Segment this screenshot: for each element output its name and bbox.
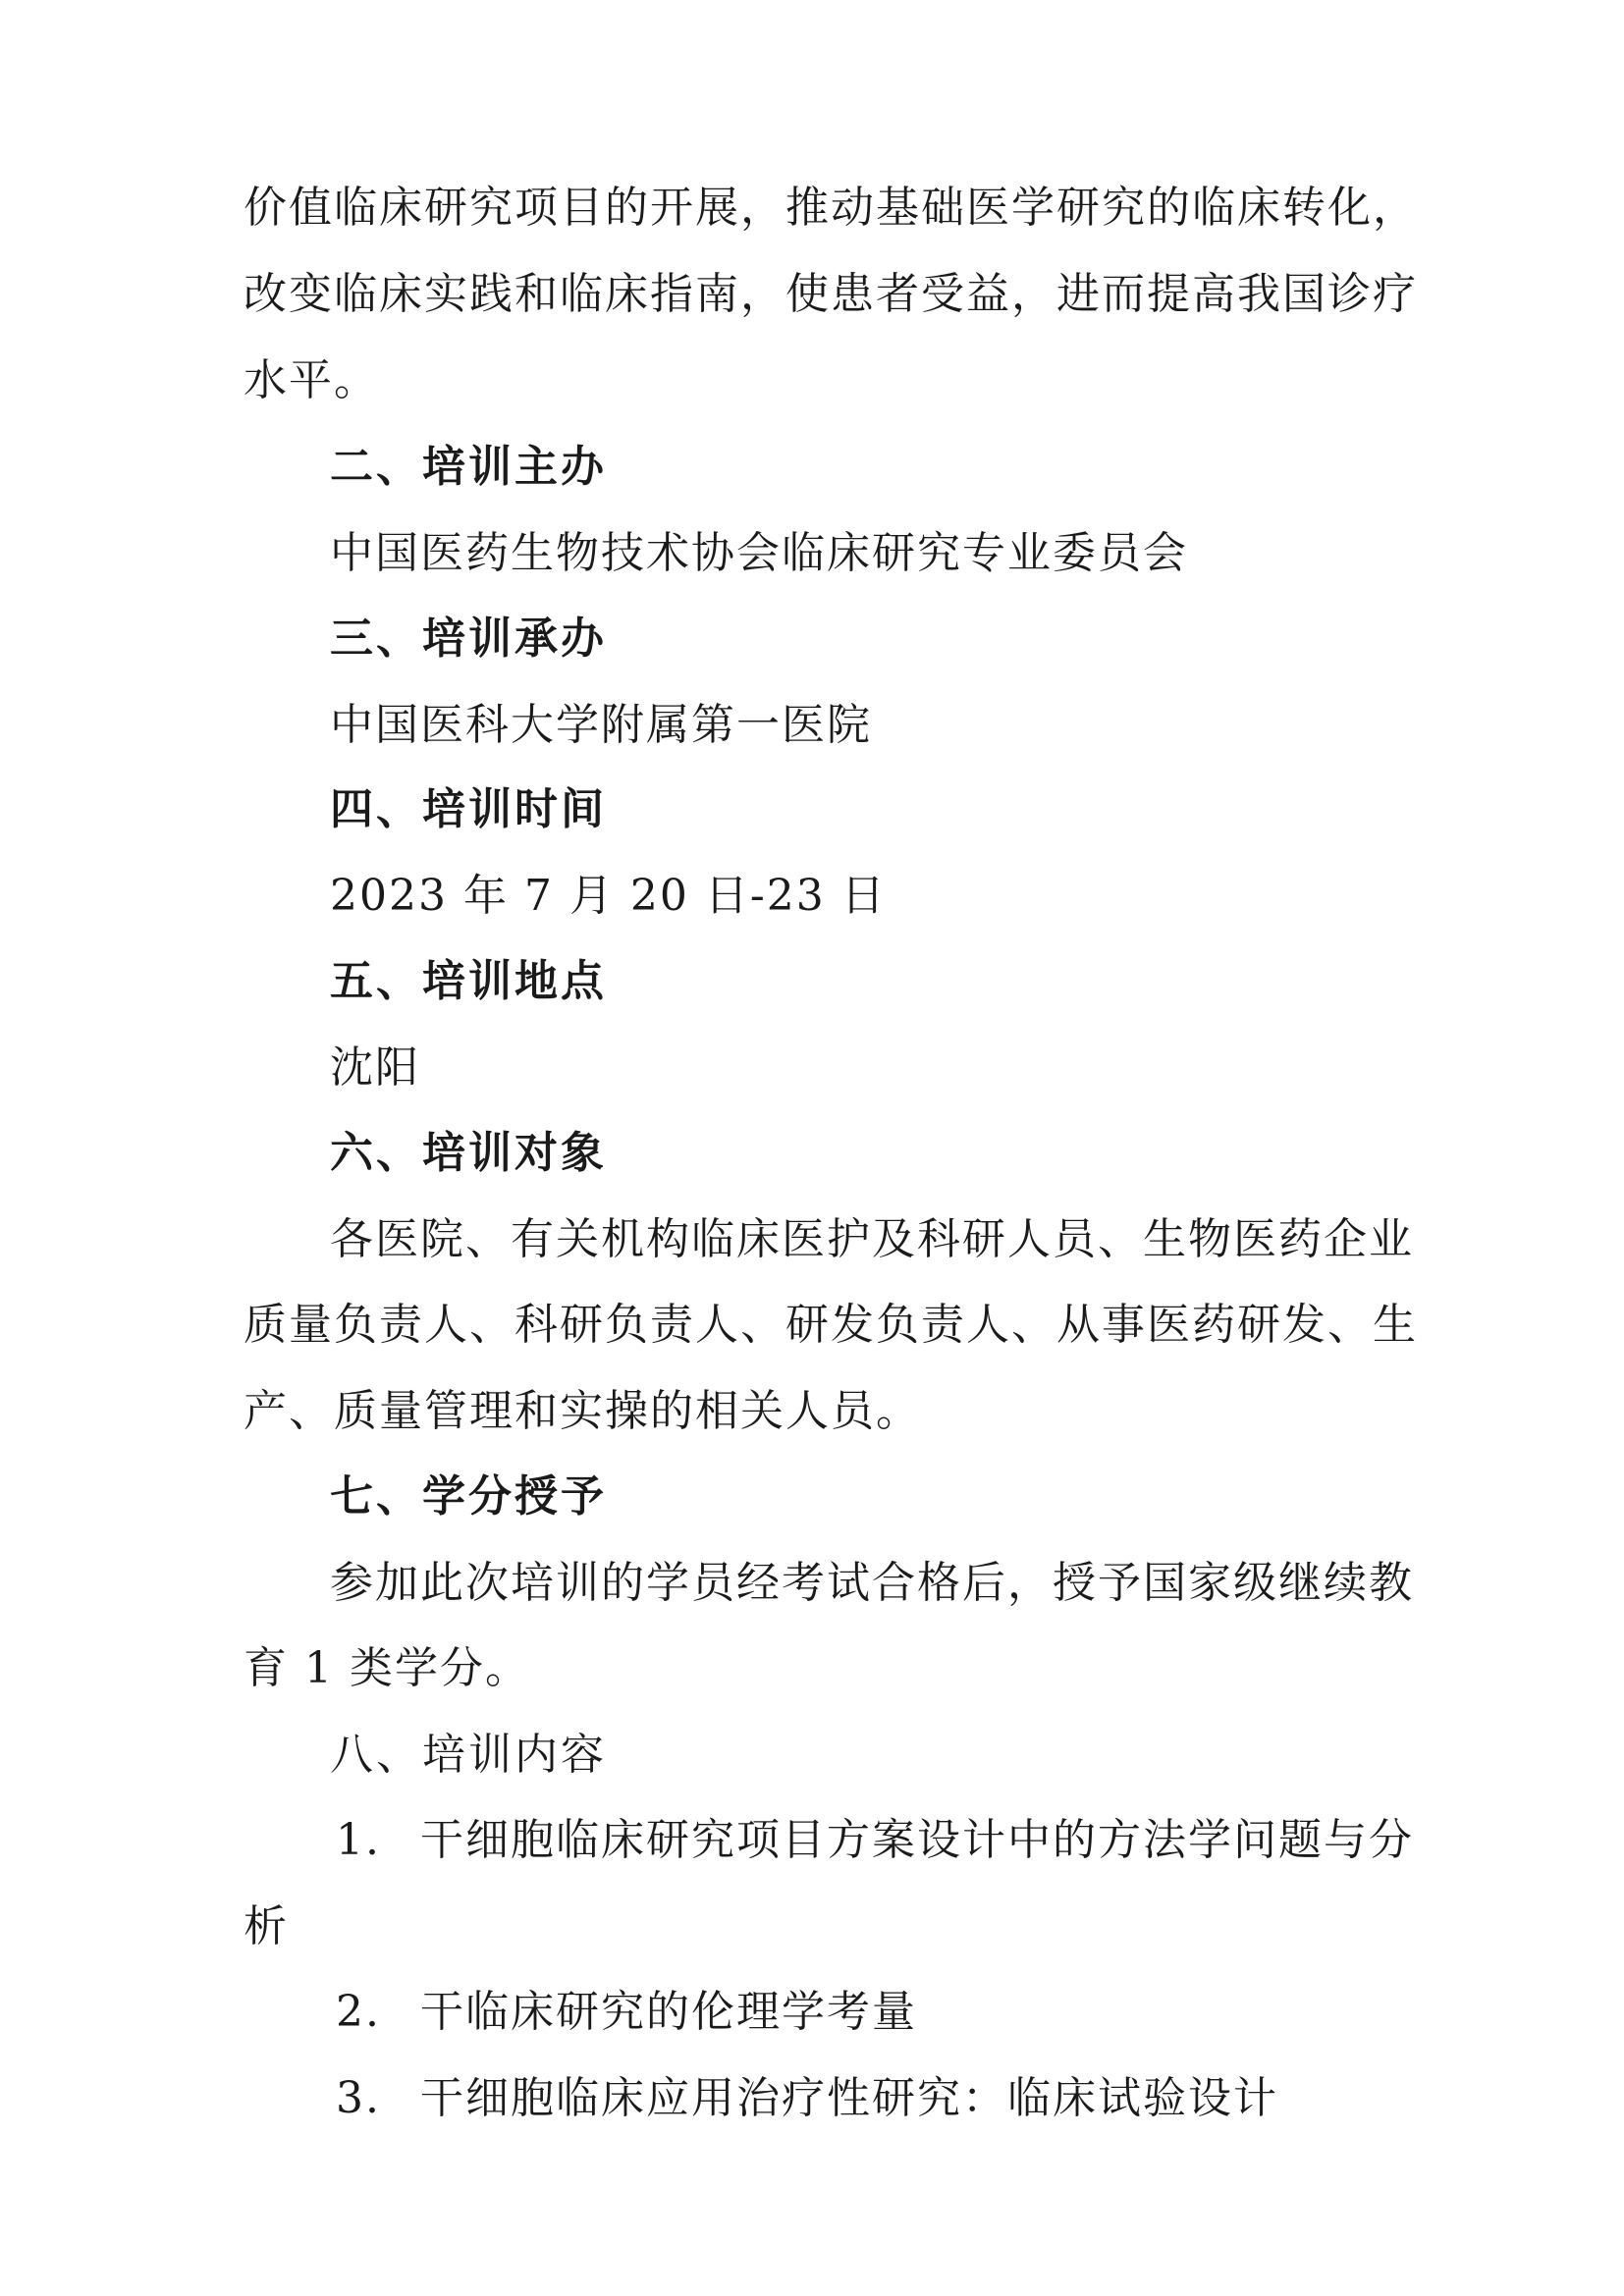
section-heading-credits: 七、学分授予 xyxy=(330,1471,607,1522)
content-item-1 xyxy=(336,1813,1414,1868)
content-item-3 xyxy=(336,2071,1402,2126)
credits-line-1: 参加此次培训的学员经考试合格后，授予国家级继续教 xyxy=(330,1558,1414,1608)
intro-line-2: 改变临床实践和临床指南，使患者受益，进而提高我国诊疗 xyxy=(244,269,1418,319)
content-item-2 xyxy=(336,1985,1402,2040)
content-item-text: 干临床研究的伦理学考量 xyxy=(420,1987,917,2037)
section-heading-time: 四、培训时间 xyxy=(330,784,607,834)
section-body-host: 中国医科大学附属第一医院 xyxy=(330,700,872,750)
section-heading-location: 五、培训地点 xyxy=(330,956,607,1006)
content-item-number: 1. xyxy=(336,1815,381,1865)
section-heading-organizer: 二、培训主办 xyxy=(330,442,607,492)
audience-line-3: 产、质量管理和实操的相关人员。 xyxy=(244,1386,921,1436)
content-item-text: 干细胞临床应用治疗性研究：临床试验设计 xyxy=(420,2073,1278,2123)
section-heading-host: 三、培训承办 xyxy=(330,614,607,664)
section-body-organizer: 中国医药生物技术协会临床研究专业委员会 xyxy=(330,528,1188,578)
section-heading-content: 八、培训内容 xyxy=(330,1730,607,1780)
audience-line-1: 各医院、有关机构临床医护及科研人员、生物医药企业 xyxy=(330,1214,1414,1264)
section-body-location: 沈阳 xyxy=(330,1042,420,1093)
audience-line-2: 质量负责人、科研负责人、研发负责人、从事医药研发、生 xyxy=(244,1300,1418,1350)
intro-line-3: 水平。 xyxy=(244,355,379,405)
content-item-text: 干细胞临床研究项目方案设计中的方法学问题与分 xyxy=(420,1815,1414,1865)
credits-line-2: 育 1 类学分。 xyxy=(244,1643,530,1693)
intro-line-1: 价值临床研究项目的开展，推动基础医学研究的临床转化， xyxy=(244,183,1418,233)
section-heading-audience: 六、培训对象 xyxy=(330,1128,607,1178)
content-item-1-continuation: 析 xyxy=(244,1901,289,1951)
content-item-number: 3. xyxy=(336,2073,381,2123)
section-body-time: 2023 年 7 月 20 日-23 日 xyxy=(330,871,887,921)
content-item-number: 2. xyxy=(336,1987,381,2037)
